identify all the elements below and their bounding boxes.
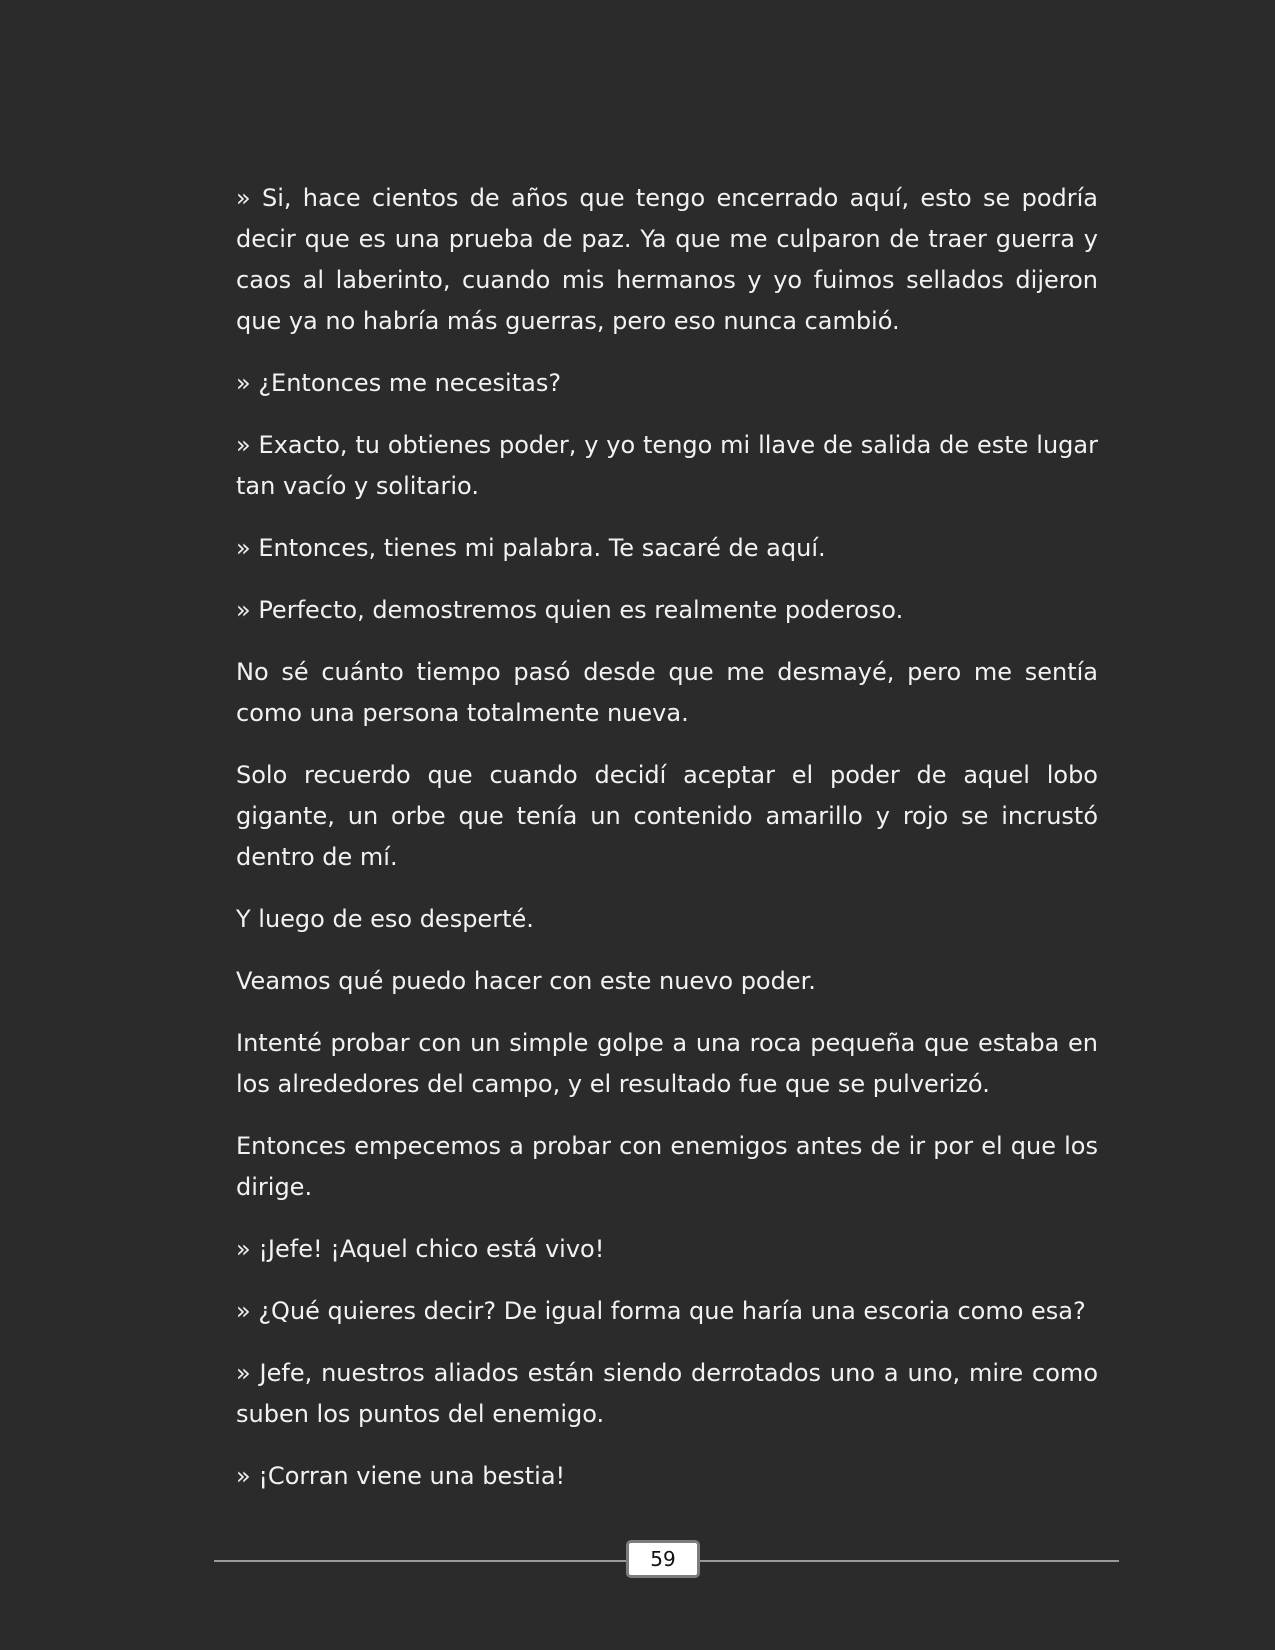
paragraph: » Entonces, tienes mi palabra. Te sacaré de aquí.	[236, 534, 826, 562]
page-body	[236, 178, 1098, 1518]
paragraph: No sé cuánto tiempo pasó desde que me desmayé, pero me sentía como una persona totalmente nueva.	[236, 658, 1098, 727]
paragraph: » ¡Corran viene una bestia!	[236, 1462, 566, 1490]
paragraph: Entonces empecemos a probar con enemigos antes de ir por el que los dirige.	[236, 1132, 1098, 1201]
paragraph: Y luego de eso desperté.	[236, 905, 534, 933]
paragraph: » Jefe, nuestros aliados están siendo derrotados uno a uno, mire como suben los puntos del enemigo.	[236, 1359, 1098, 1428]
page-number: 59	[626, 1540, 700, 1578]
paragraph: Intenté probar con un simple golpe a una roca pequeña que estaba en los alrededores del campo, y el resultado fue que se pulverizó.	[236, 1029, 1098, 1098]
paragraph: » ¿Qué quieres decir? De igual forma que haría una escoria como esa?	[236, 1297, 1086, 1325]
paragraph: » ¡Jefe! ¡Aquel chico está vivo!	[236, 1235, 605, 1263]
paragraph: » Exacto, tu obtienes poder, y yo tengo mi llave de salida de este lugar tan vacío y solitario.	[236, 431, 1098, 500]
paragraph: Solo recuerdo que cuando decidí aceptar el poder de aquel lobo gigante, un orbe que tenía un contenido amarillo y rojo se incrustó dentro de mí.	[236, 761, 1098, 871]
paragraph: » Perfecto, demostremos quien es realmente poderoso.	[236, 596, 904, 624]
paragraph: Veamos qué puedo hacer con este nuevo poder.	[236, 967, 816, 995]
page-footer	[214, 1540, 1119, 1582]
paragraph: » Si, hace cientos de años que tengo encerrado aquí, esto se podría decir que es una prueba de paz. Ya que me culparon de traer guerra y caos al laberinto, cuando mis hermanos y yo fuimos sellados dijeron que ya no habría más guerras, pero eso nunca cambió.	[236, 184, 1098, 335]
paragraph: » ¿Entonces me necesitas?	[236, 369, 562, 397]
